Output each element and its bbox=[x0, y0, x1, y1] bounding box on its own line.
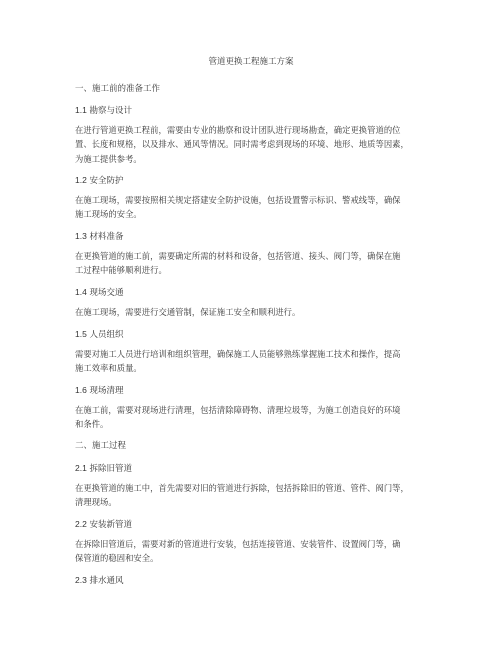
subsection-heading-1-1 bbox=[75, 103, 435, 119]
paragraph-2-1 bbox=[75, 481, 435, 510]
paragraph-line: 在施工前，需要对现场进行清理，包括清除障碍物、清理垃圾等，为施工创造良好的环境 bbox=[75, 405, 401, 415]
subsection-number: 1.3 bbox=[75, 231, 87, 241]
subsection-number: 2.3 bbox=[75, 575, 87, 585]
paragraph-line: 清理现场。 bbox=[75, 497, 117, 508]
subsection-number: 1.1 bbox=[75, 105, 87, 115]
subsection-heading-1-2 bbox=[75, 173, 435, 189]
paragraph-line: 在更换管道的施工中，首先需要对旧的管道进行拆除，包括拆除旧的管道、管件、阀门等， bbox=[75, 483, 409, 493]
paragraph-1-6 bbox=[75, 403, 435, 432]
subsection-number: 2.1 bbox=[75, 463, 87, 473]
paragraph-line: 在进行管道更换工程前，需要由专业的勘察和设计团队进行现场勘查，确定更换管道的位 bbox=[75, 125, 401, 135]
paragraph-line: 施工现场的安全。 bbox=[75, 209, 142, 220]
section-heading-1: 一、施工前的准备工作 bbox=[75, 84, 161, 94]
subsection-heading-2-3 bbox=[75, 573, 435, 589]
section-heading-2: 二、施工过程 bbox=[75, 441, 127, 451]
paragraph-line: 在施工现场，需要进行交通管制，保证施工安全和顺利进行。 bbox=[75, 307, 301, 317]
subsection-title: 安装新管道 bbox=[89, 520, 133, 530]
subsection-title: 勘察与设计 bbox=[89, 106, 133, 116]
document-title: 管道更换工程施工方案 bbox=[208, 57, 294, 67]
subsection-title: 现场清理 bbox=[89, 386, 124, 396]
paragraph-1-5 bbox=[75, 347, 435, 376]
subsection-heading-1-4 bbox=[75, 285, 435, 301]
paragraph-1-3 bbox=[75, 249, 435, 278]
subsection-heading-1-5 bbox=[75, 327, 435, 343]
subsection-number: 1.4 bbox=[75, 287, 87, 297]
paragraph-line: 需要对施工人员进行培训和组织管理，确保施工人员能够熟练掌握施工技术和操作，提高 bbox=[75, 349, 401, 359]
subsection-heading-2-1 bbox=[75, 461, 435, 477]
subsection-title: 材料准备 bbox=[89, 232, 124, 242]
paragraph-line: 在施工现场，需要按照相关规定搭建安全防护设施，包括设置警示标识、警戒线等，确保 bbox=[75, 195, 401, 205]
paragraph-line: 保管道的稳固和安全。 bbox=[75, 553, 159, 564]
subsection-title: 安全防护 bbox=[89, 176, 124, 186]
paragraph-1-2 bbox=[75, 193, 435, 222]
subsection-heading-1-6 bbox=[75, 383, 435, 399]
paragraph-line: 和条件。 bbox=[75, 419, 109, 430]
subsection-number: 2.2 bbox=[75, 519, 87, 529]
subsection-number: 1.2 bbox=[75, 175, 87, 185]
paragraph-line: 在更换管道的施工前，需要确定所需的材料和设备，包括管道、接头、阀门等，确保在施 bbox=[75, 251, 401, 261]
subsection-title: 拆除旧管道 bbox=[89, 464, 133, 474]
subsection-number: 1.5 bbox=[75, 329, 87, 339]
subsection-title: 人员组织 bbox=[89, 330, 124, 340]
paragraph-1-4 bbox=[75, 305, 435, 319]
paragraph-1-1 bbox=[75, 123, 435, 166]
paragraph-line: 施工效率和质量。 bbox=[75, 363, 142, 374]
paragraph-line: 为施工提供参考。 bbox=[75, 153, 142, 164]
subsection-title: 现场交通 bbox=[89, 288, 124, 298]
subsection-heading-1-3 bbox=[75, 229, 435, 245]
subsection-heading-2-2 bbox=[75, 517, 435, 533]
subsection-number: 1.6 bbox=[75, 385, 87, 395]
paragraph-2-2 bbox=[75, 537, 435, 566]
subsection-title: 排水通风 bbox=[89, 576, 124, 586]
paragraph-line: 置、长度和规格，以及排水、通风等情况。同时需考虑到现场的环境、地形、地质等因素， bbox=[75, 139, 409, 150]
paragraph-line: 在拆除旧管道后，需要对新的管道进行安装，包括连接管道、安装管件、设置阀门等，确 bbox=[75, 539, 401, 549]
paragraph-line: 工过程中能够顺利进行。 bbox=[75, 265, 167, 276]
